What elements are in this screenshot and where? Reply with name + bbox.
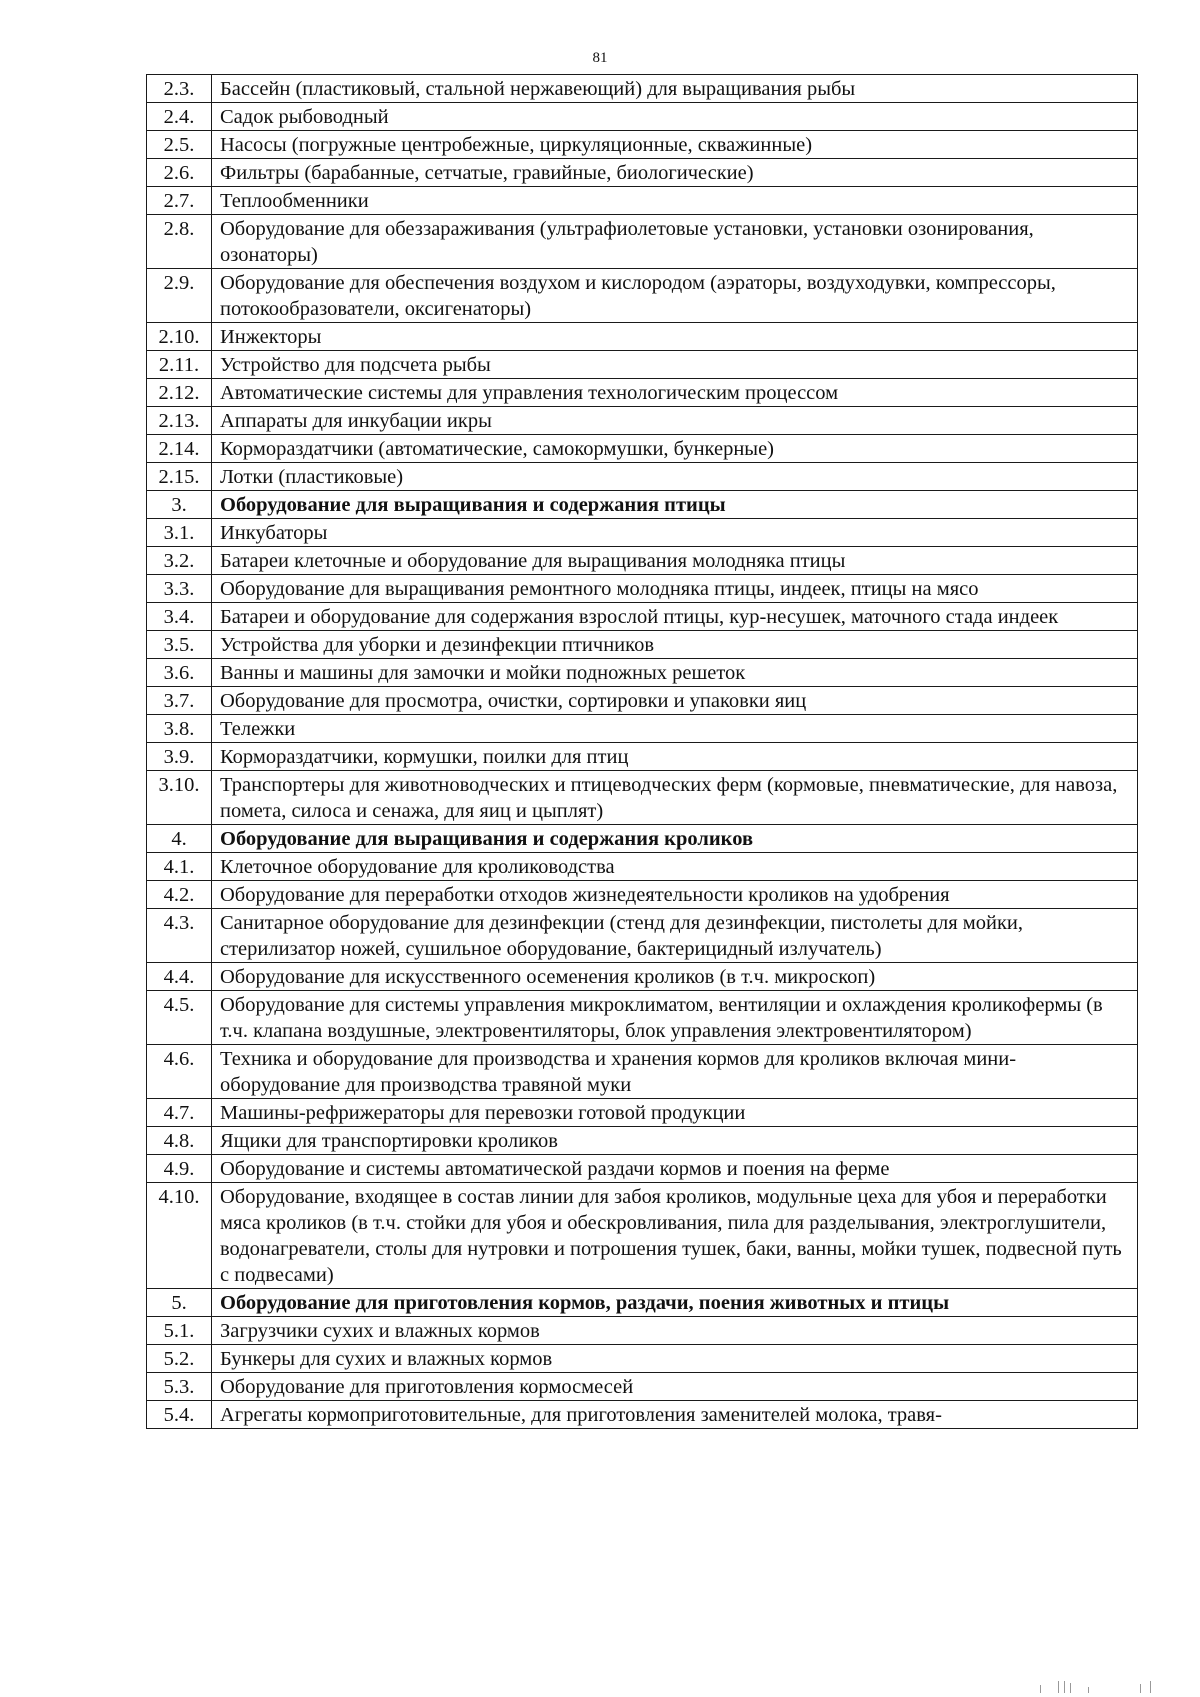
table-row (147, 159, 1138, 187)
row-number: 3.1. (147, 519, 212, 547)
row-number: 2.14. (147, 435, 212, 463)
table-row (147, 1183, 1138, 1289)
row-description: Ящики для транспортировки кроликов (212, 1127, 1138, 1155)
table-row (147, 547, 1138, 575)
section-title: Оборудование для выращивания и содержания кроликов (212, 825, 1138, 853)
table-row (147, 1127, 1138, 1155)
table-row (147, 991, 1138, 1045)
table-row (147, 1317, 1138, 1345)
equipment-table (146, 74, 1138, 1429)
row-description: Оборудование для обеспечения воздухом и кислородом (аэраторы, воздуходувки, компрессоры, потокообразователи, оксигенаторы) (212, 269, 1138, 323)
row-number: 5. (147, 1289, 212, 1317)
row-number: 4.7. (147, 1099, 212, 1127)
row-description: Устройства для уборки и дезинфекции птичников (212, 631, 1138, 659)
table-row (147, 351, 1138, 379)
row-number: 2.7. (147, 187, 212, 215)
row-number: 2.13. (147, 407, 212, 435)
row-number: 3.3. (147, 575, 212, 603)
table-row (147, 963, 1138, 991)
row-number: 3.8. (147, 715, 212, 743)
row-description: Оборудование для переработки отходов жизнедеятельности кроликов на удобрения (212, 881, 1138, 909)
table-row (147, 771, 1138, 825)
row-description: Устройство для подсчета рыбы (212, 351, 1138, 379)
table-row (147, 631, 1138, 659)
row-number: 2.9. (147, 269, 212, 323)
table-row (147, 743, 1138, 771)
table-row (147, 1045, 1138, 1099)
table-row (147, 1155, 1138, 1183)
row-description: Садок рыбоводный (212, 103, 1138, 131)
row-description: Лотки (пластиковые) (212, 463, 1138, 491)
row-number: 3.7. (147, 687, 212, 715)
row-description: Машины-рефрижераторы для перевозки готовой продукции (212, 1099, 1138, 1127)
table-row (147, 269, 1138, 323)
row-number: 4.10. (147, 1183, 212, 1289)
row-number: 4.2. (147, 881, 212, 909)
row-number: 4.3. (147, 909, 212, 963)
row-number: 2.12. (147, 379, 212, 407)
row-number: 4.5. (147, 991, 212, 1045)
table-row (147, 463, 1138, 491)
row-number: 5.4. (147, 1401, 212, 1429)
row-description: Оборудование для выращивания ремонтного молодняка птицы, индеек, птицы на мясо (212, 575, 1138, 603)
table-row (147, 881, 1138, 909)
row-description: Клеточное оборудование для кролиководства (212, 853, 1138, 881)
row-description: Инжекторы (212, 323, 1138, 351)
row-description: Бункеры для сухих и влажных кормов (212, 1345, 1138, 1373)
row-description: Тележки (212, 715, 1138, 743)
row-description: Батареи клеточные и оборудование для выращивания молодняка птицы (212, 547, 1138, 575)
table-row (147, 407, 1138, 435)
row-description: Батареи и оборудование для содержания взрослой птицы, кур-несушек, маточного стада индеек (212, 603, 1138, 631)
table-row (147, 715, 1138, 743)
row-description: Оборудование для приготовления кормосмесей (212, 1373, 1138, 1401)
table-row (147, 909, 1138, 963)
row-description: Насосы (погружные центробежные, циркуляционные, скважинные) (212, 131, 1138, 159)
row-number: 2.5. (147, 131, 212, 159)
table-row (147, 323, 1138, 351)
row-number: 2.10. (147, 323, 212, 351)
row-description: Оборудование для обеззараживания (ультрафиолетовые установки, установки озонирования, озонаторы) (212, 215, 1138, 269)
table-row (147, 379, 1138, 407)
row-number: 2.3. (147, 75, 212, 103)
row-description: Фильтры (барабанные, сетчатые, гравийные, биологические) (212, 159, 1138, 187)
table-row (147, 853, 1138, 881)
section-row (147, 825, 1138, 853)
section-row (147, 491, 1138, 519)
row-number: 4.8. (147, 1127, 212, 1155)
row-description: Кормораздатчики (автоматические, самокормушки, бункерные) (212, 435, 1138, 463)
scan-artifact-marks (1030, 1679, 1160, 1693)
section-title: Оборудование для выращивания и содержания птицы (212, 491, 1138, 519)
row-number: 2.11. (147, 351, 212, 379)
row-number: 4.6. (147, 1045, 212, 1099)
row-description: Оборудование для просмотра, очистки, сортировки и упаковки яиц (212, 687, 1138, 715)
row-description: Агрегаты кормоприготовительные, для приготовления заменителей молока, травя- (212, 1401, 1138, 1429)
row-description: Теплообменники (212, 187, 1138, 215)
row-description: Инкубаторы (212, 519, 1138, 547)
table-row (147, 435, 1138, 463)
row-description: Загрузчики сухих и влажных кормов (212, 1317, 1138, 1345)
row-number: 5.1. (147, 1317, 212, 1345)
row-number: 5.3. (147, 1373, 212, 1401)
row-description: Кормораздатчики, кормушки, поилки для птиц (212, 743, 1138, 771)
table-row (147, 131, 1138, 159)
row-number: 3.2. (147, 547, 212, 575)
row-description: Оборудование и системы автоматической раздачи кормов и поения на ферме (212, 1155, 1138, 1183)
row-description: Техника и оборудование для производства и хранения кормов для кроликов включая мини-оборудование для производства травяной муки (212, 1045, 1138, 1099)
row-number: 3.4. (147, 603, 212, 631)
row-description: Аппараты для инкубации икры (212, 407, 1138, 435)
table-row (147, 1345, 1138, 1373)
row-number: 4.1. (147, 853, 212, 881)
row-description: Ванны и машины для замочки и мойки подножных решеток (212, 659, 1138, 687)
table-row (147, 1373, 1138, 1401)
table-row (147, 519, 1138, 547)
row-number: 3.9. (147, 743, 212, 771)
row-number: 2.8. (147, 215, 212, 269)
row-number: 5.2. (147, 1345, 212, 1373)
row-description: Оборудование для системы управления микроклиматом, вентиляции и охлаждения кроликофермы (в т.ч. клапана воздушные, электровентиляторы, блок управления электровентилятором) (212, 991, 1138, 1045)
table-row (147, 603, 1138, 631)
row-description: Транспортеры для животноводческих и птицеводческих ферм (кормовые, пневматические, для навоза, помета, силоса и сенажа, для яиц и цыплят) (212, 771, 1138, 825)
row-number: 3.6. (147, 659, 212, 687)
table-row (147, 75, 1138, 103)
row-description: Автоматические системы для управления технологическим процессом (212, 379, 1138, 407)
row-number: 4.9. (147, 1155, 212, 1183)
row-number: 2.6. (147, 159, 212, 187)
table-row (147, 1099, 1138, 1127)
table-row (147, 1401, 1138, 1429)
table-row (147, 103, 1138, 131)
row-description: Санитарное оборудование для дезинфекции (стенд для дезинфекции, пистолеты для мойки, стерилизатор ножей, сушильное оборудование, бактерицидный излучатель) (212, 909, 1138, 963)
row-number: 4.4. (147, 963, 212, 991)
row-number: 2.4. (147, 103, 212, 131)
table-row (147, 575, 1138, 603)
row-number: 2.15. (147, 463, 212, 491)
row-description: Оборудование, входящее в состав линии для забоя кроликов, модульные цеха для убоя и переработки мяса кроликов (в т.ч. стойки для убоя и обескровливания, пила для разделывания, электроглушители, водонагреватели, столы для нутровки и потрошения тушек, баки, ванны, мойки тушек, подвесной путь с подвесами) (212, 1183, 1138, 1289)
row-number: 3.10. (147, 771, 212, 825)
table-row (147, 187, 1138, 215)
table-row (147, 659, 1138, 687)
row-description: Бассейн (пластиковый, стальной нержавеющий) для выращивания рыбы (212, 75, 1138, 103)
row-number: 4. (147, 825, 212, 853)
page-number: 81 (592, 50, 608, 66)
row-description: Оборудование для искусственного осеменения кроликов (в т.ч. микроскоп) (212, 963, 1138, 991)
section-title: Оборудование для приготовления кормов, раздачи, поения животных и птицы (212, 1289, 1138, 1317)
table-row (147, 215, 1138, 269)
row-number: 3.5. (147, 631, 212, 659)
table-row (147, 687, 1138, 715)
section-row (147, 1289, 1138, 1317)
equipment-table-body (147, 75, 1138, 1429)
row-number: 3. (147, 491, 212, 519)
